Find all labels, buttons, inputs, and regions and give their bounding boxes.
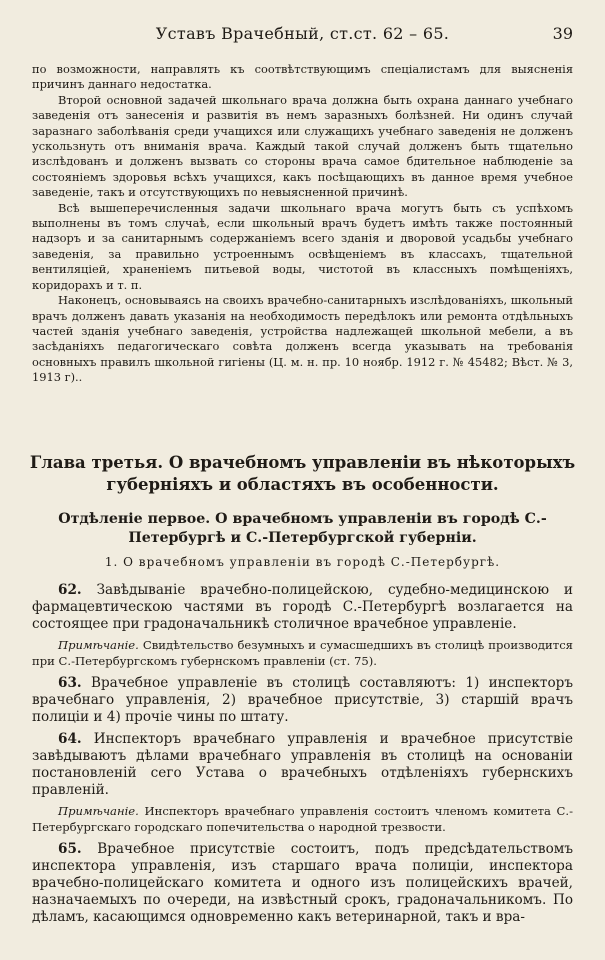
article-text: Инспекторъ врачебнаго управленія и врачебное присутствіе завѣдываютъ дѣлами врачебнаго управленія въ столицѣ на основаніи постановленій сего Устава о врачебныхъ отдѣленіяхъ губернскихъ правленій.: [32, 731, 574, 798]
paragraph: Всѣ вышеперечисленныя задачи школьнаго врача могутъ быть съ успѣхомъ выполнены въ томъ случаѣ, если школьный врачъ будетъ имѣть также постоянный надзоръ и за санитарнымъ содержаніемъ всего зданія и дворовой усадьбы учебнаго заведенія, за правильно устроеннымъ освѣщеніемъ въ классахъ, тщательной вентиляціей, храненіемъ питьевой воды, чистотой въ классныхъ помѣщеніяхъ, коридорахъ и т. п.: [32, 200, 573, 292]
paragraph: Наконецъ, основываясь на своихъ врачебно-санитарныхъ изслѣдованіяхъ, школьный врачъ долженъ давать указанія на необходимость передѣлокъ или ремонта отдѣльныхъ частей зданія учебнаго заведенія, устройства надлежащей школьной мебели, а въ засѣданіяхъ педагогическаго совѣта долженъ всегда указывать на требованія основныхъ правилъ школьной гигіены (Ц. м. н. пр. 10 ноябр. 1912 г. № 45482; Вѣст. № 3, 1913 г)..: [32, 293, 573, 385]
article-65: [32, 841, 573, 926]
article-number: 62.: [58, 582, 82, 598]
article-number: 63.: [58, 675, 82, 691]
paragraph: Второй основной задачей школьнаго врача должна быть охрана даннаго учебнаго заведенія отъ занесенія и развитія въ немъ заразныхъ болѣзней. Ни одинъ случай заразнаго заболѣванія среди учащихся или служащихъ учебнаго заведенія не долженъ ускользнуть отъ вниманія врача. Каждый такой случай долженъ быть тщательно изслѣдованъ и долженъ вызвать со стороны врача самое бдительное наблюденіе за состояніемъ здоровья всѣхъ учащихся, какъ посѣщающихъ въ данное время учебное заведеніе, такъ и отсутствующихъ по невыясненной причинѣ.: [32, 92, 573, 200]
note-text: Свидѣтельство безумныхъ и сумасшедшихъ въ столицѣ производится при С.-Петербургскомъ губернскомъ правленіи (ст. 75).: [32, 638, 573, 668]
intro-text: [32, 62, 573, 386]
article-text: Врачебное управленіе въ столицѣ составляютъ: 1) инспекторъ врачебнаго управленія, 2) врачебное присутствіе, 3) старшій врачъ полиціи и 4) прочіе чины по штату.: [32, 675, 573, 725]
section-heading: Отдѣленіе первое. О врачебномъ управленіи въ городѣ С.-Петербургѣ и С.-Петербургской губерніи.: [58, 511, 547, 546]
article-text: Завѣдываніе врачебно-полицейскою, судебно-медицинскою и фармацевтическою частями въ городѣ С.-Петербургѣ возлагается на состоящее при градоначальникѣ столичное врачебное управленіе.: [32, 582, 573, 632]
article-number: 65.: [58, 841, 82, 857]
paragraph: по возможности, направлять къ соотвѣтствующимъ спеціалистамъ для выясненія причинъ даннаго недостатка.: [32, 62, 573, 92]
article-64: [32, 731, 573, 799]
article-number: 64.: [58, 731, 82, 747]
article-text: Врачебное присутствіе состоитъ, подъ предсѣдательствомъ инспектора управленія, изъ старшаго врача полиціи, инспектора врачебно-полицейскаго комитета и одного изъ полицейскихъ врачей, назначаемыхъ по очереди, на извѣстный срокъ, градоначальникомъ. По дѣламъ, касающимся одновременно какъ ветеринарной, такъ и вра-: [32, 841, 573, 925]
note: [32, 638, 573, 669]
note-text: Инспекторъ врачебнаго управленія состоитъ членомъ комитета С.-Петербургскаго городскаго попечительства о народной трезвости.: [32, 804, 573, 834]
note-label: Примѣчаніе.: [58, 804, 139, 818]
article-62: [32, 582, 573, 633]
subsection-heading: 1. О врачебномъ управленіи въ городѣ С.-Петербургѣ.: [104, 555, 501, 569]
running-header: [0, 24, 605, 48]
page-number: 39: [552, 24, 573, 43]
running-title: Уставъ Врачебный, ст.ст. 62 – 65.: [155, 24, 450, 43]
article-63: [32, 675, 573, 726]
note-label: Примѣчаніе.: [58, 638, 139, 652]
chapter-heading: Глава третья. О врачебномъ управленіи въ нѣкоторыхъ губерніяхъ и областяхъ въ особенности.: [29, 453, 576, 494]
articles: [32, 582, 573, 931]
note: [32, 804, 573, 835]
